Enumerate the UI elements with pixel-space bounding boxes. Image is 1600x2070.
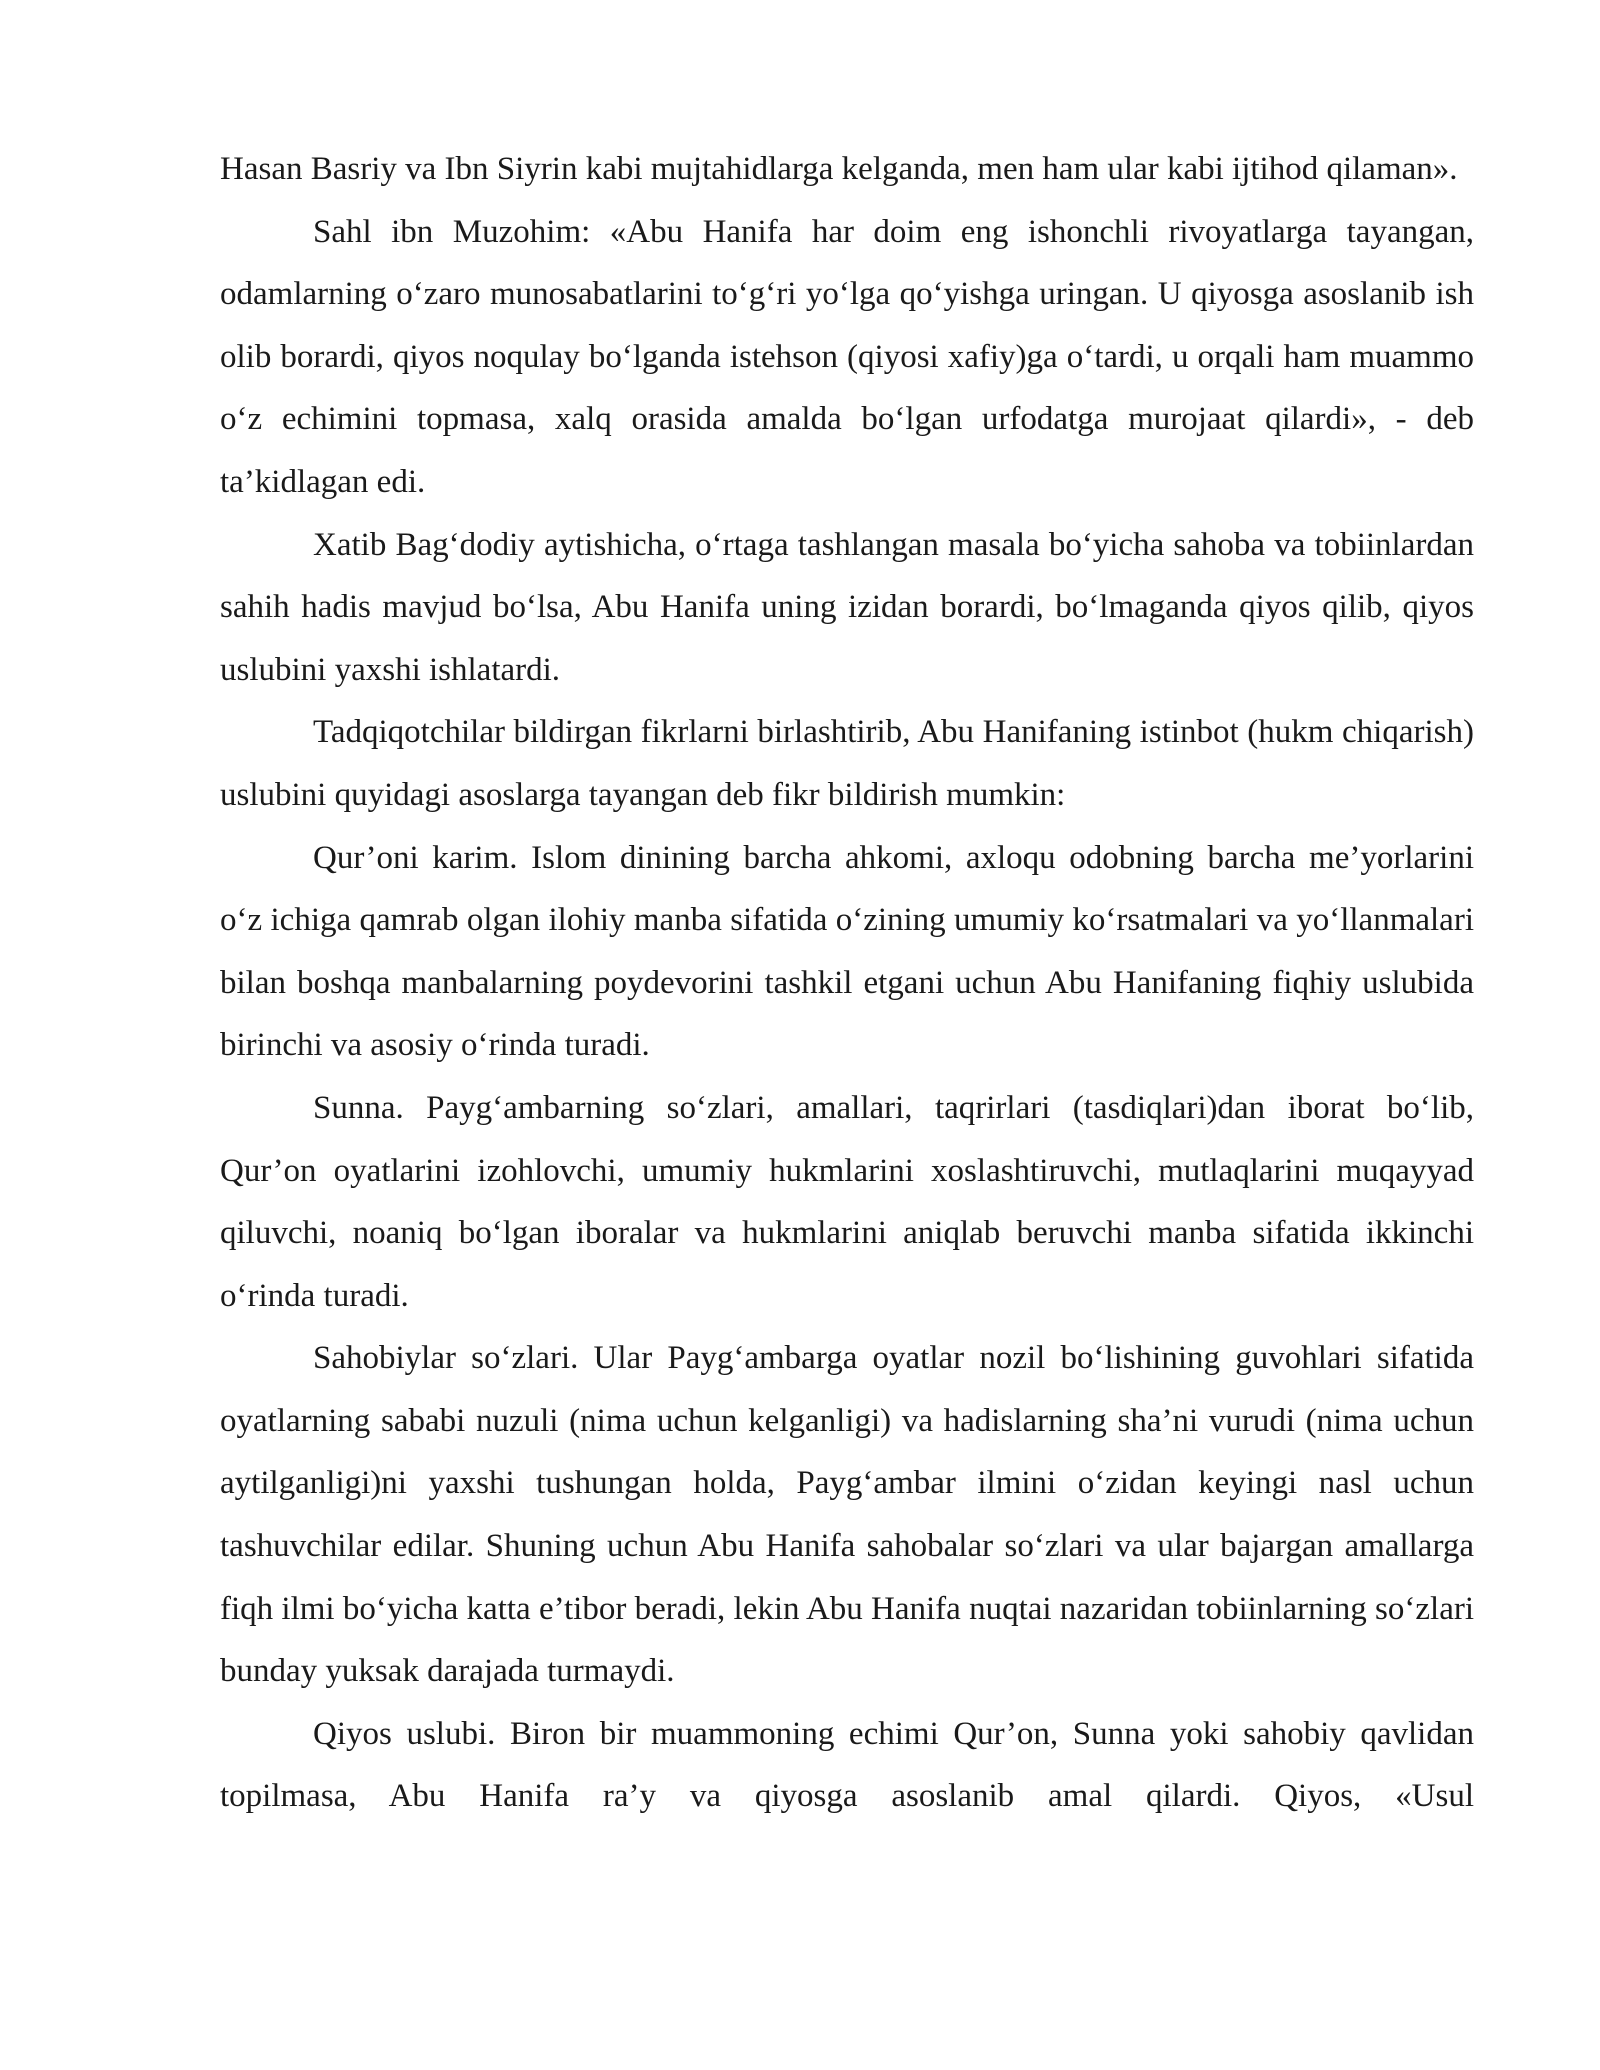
paragraph-quroni-karim: Qur’oni karim. Islom dinining barcha ahkomi, axloqu odobning barcha me’yorlarini o‘z ichiga qamrab olgan ilohiy manba sifatida o‘zining umumiy ko‘rsatmalari va yo‘llanmalari bilan boshqa manbalarning poydevorini tashkil etgani uchun Abu Hanifaning fiqhiy uslubida birinchi va asosiy o‘rinda turadi. [220, 839, 1474, 1064]
paragraph-sunna: Sunna. Payg‘ambarning so‘zlari, amallari, taqrirlari (tasdiqlari)dan iborat bo‘lib, Qur’on oyatlarini izohlovchi, umumiy hukmlarini xoslashtiruvchi, mutlaqlarini muqayyad qiluvchi, noaniq bo‘lgan iboralar va hukmlarini aniqlab beruvchi manba sifatida ikkinchi o‘rinda turadi. [220, 1089, 1474, 1314]
paragraph-sahl-ibn-muzohim: Sahl ibn Muzohim: «Abu Hanifa har doim eng ishonchli rivoyatlarga tayangan, odamlarning o‘zaro munosabatlarini to‘g‘ri yo‘lga qo‘yishga uringan. U qiyosga asoslanib ish olib borardi, qiyos noqulay bo‘lganda istehson (qiyosi xafiy)ga o‘tardi, u orqali ham muammo o‘z echimini topmasa, xalq orasida amalda bo‘lgan urfodatga murojaat qilardi», - deb ta’kidlagan edi. [220, 213, 1474, 500]
paragraph-tadqiqotchilar: Tadqiqotchilar bildirgan fikrlarni birlashtirib, Abu Hanifaning istinbot (hukm chiqarish) uslubini quyidagi asoslarga tayangan deb fikr bildirish mumkin: [220, 714, 1474, 813]
paragraph-hasan-basriy: Hasan Basriy va Ibn Siyrin kabi mujtahidlarga kelganda, men ham ular kabi ijtihod qilaman». [220, 151, 1458, 187]
paragraph-sahobiylar-sozlari: Sahobiylar so‘zlari. Ular Payg‘ambarga oyatlar nozil bo‘lishining guvohlari sifatida oyatlarning sababi nuzuli (nima uchun kelganligi) va hadislarning sha’ni vurudi (nima uchun aytilganligi)ni yaxshi tushungan holda, Payg‘ambar ilmini o‘zidan keyingi nasl uchun tashuvchilar edilar. Shuning uchun Abu Hanifa sahobalar so‘zlari va ular bajargan amallarga fiqh ilmi bo‘yicha katta e’tibor beradi, lekin Abu Hanifa nuqtai nazaridan tobiinlarning so‘zlari bunday yuksak darajada turmaydi. [220, 1340, 1474, 1690]
document-page [220, 138, 1474, 1828]
paragraph-qiyos-uslubi: Qiyos uslubi. Biron bir muammoning echimi Qur’on, Sunna yoki sahobiy qavlidan topilmasa, Abu Hanifa ra’y va qiyosga asoslanib amal qilardi. Qiyos, «Usul [220, 1715, 1474, 1815]
paragraph-xatib-bagdodiy: Xatib Bag‘dodiy aytishicha, o‘rtaga tashlangan masala bo‘yicha sahoba va tobiinlardan sahih hadis mavjud bo‘lsa, Abu Hanifa uning izidan borardi, bo‘lmaganda qiyos qilib, qiyos uslubini yaxshi ishlatardi. [220, 526, 1474, 688]
